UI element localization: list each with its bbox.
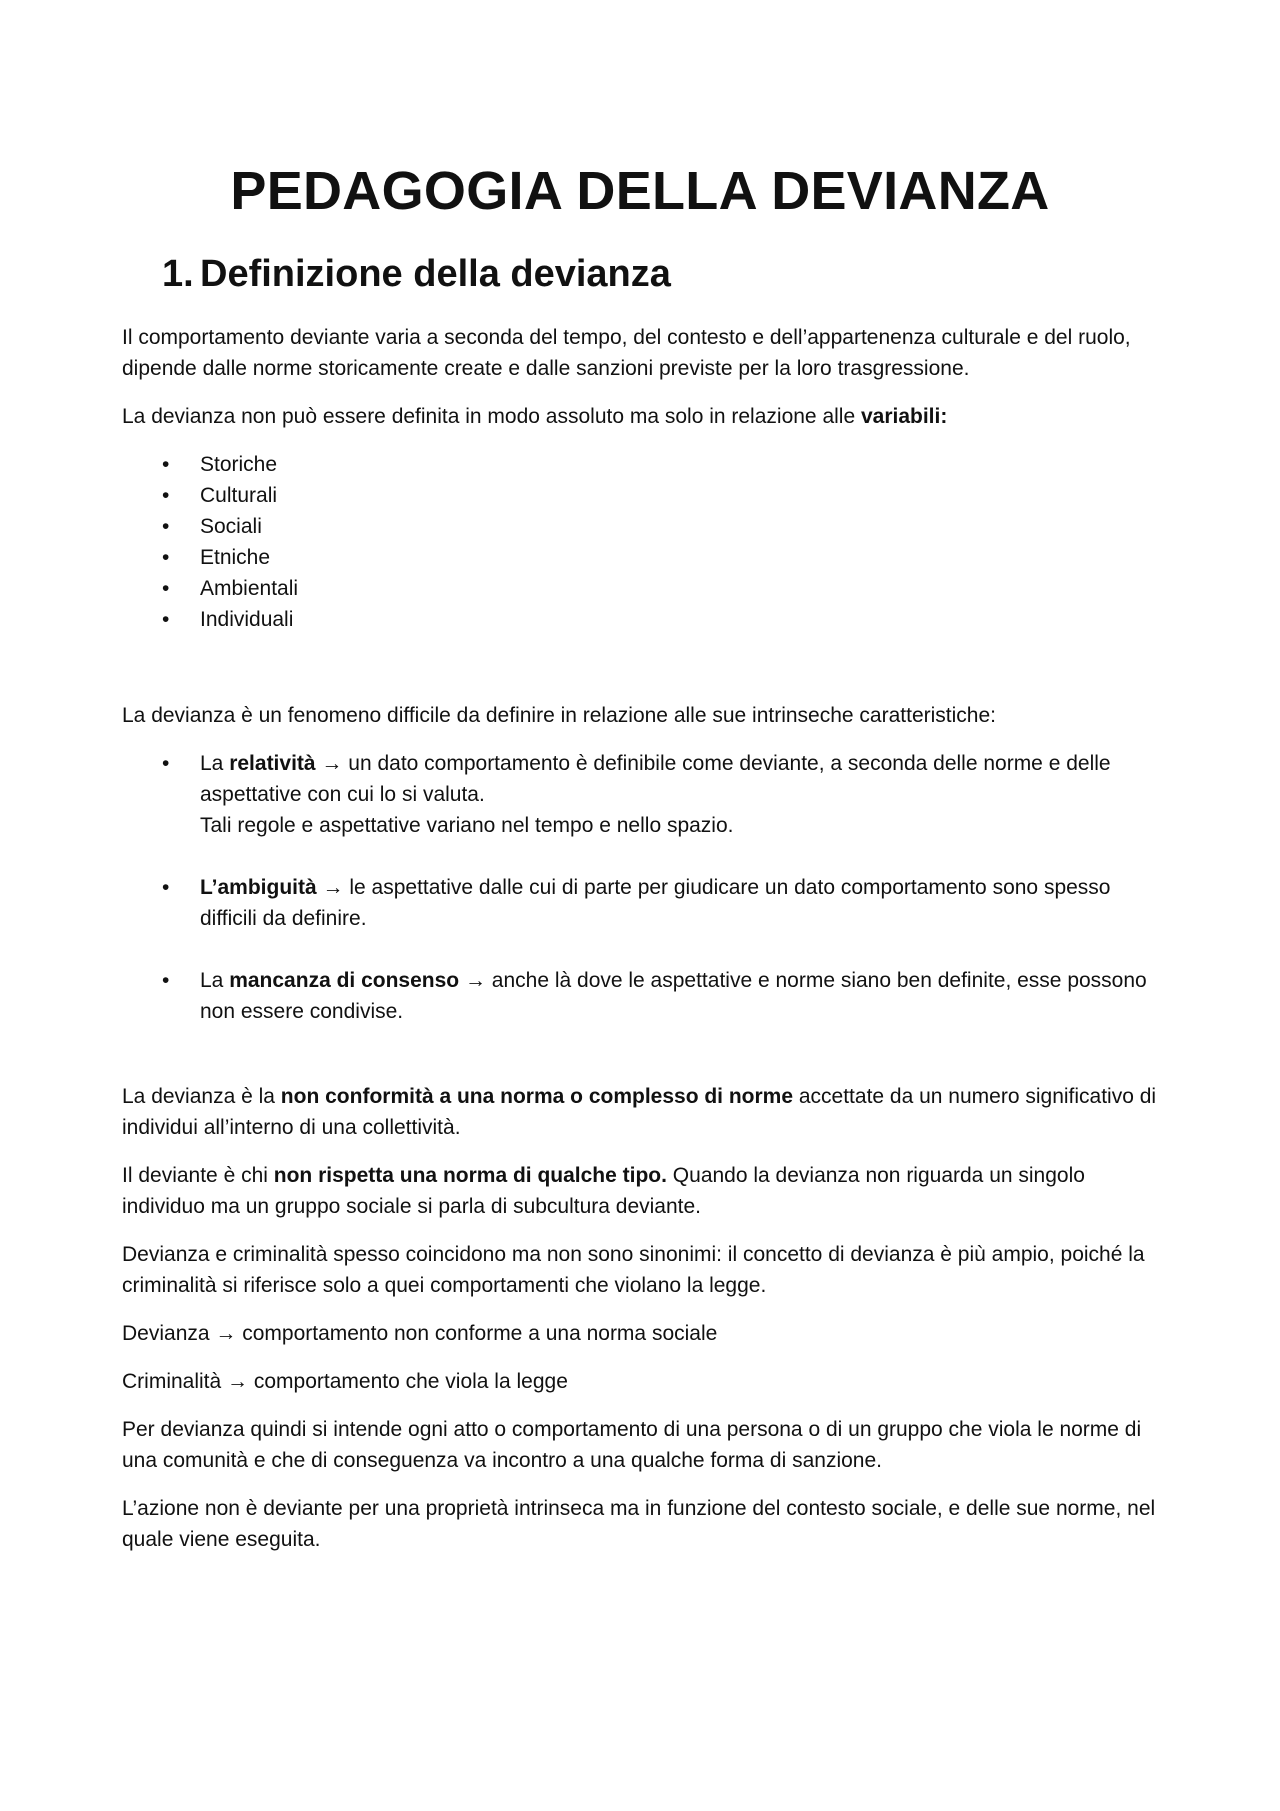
document-title: PEDAGOGIA DELLA DEVIANZA — [230, 161, 1050, 221]
paragraph: Devianza → comportamento non conforme a una norma sociale — [122, 1322, 718, 1345]
list-item: • La mancanza di consenso → anche là dove le aspettative e norme siano ben definite, esse possono non essere condivise. — [122, 965, 1172, 1027]
list-item: • La relatività → un dato comportamento è definibile come deviante, a seconda delle norme e delle aspettative con cui lo si valuta. Tali regole e aspettative variano nel tempo e nello spazio. — [122, 748, 1172, 841]
list-item: • L’ambiguità → le aspettative dalle cui di parte per giudicare un dato comportamento sono spesso difficili da definire. — [122, 872, 1172, 934]
paragraph: Criminalità → comportamento che viola la legge — [122, 1370, 568, 1393]
characteristics-list — [122, 748, 1172, 1027]
paragraph: La devianza è la non conformità a una norma o complesso di norme accettate da un numero significativo di individui all’interno di una collettività. — [122, 1085, 1157, 1139]
paragraph: Il comportamento deviante varia a seconda del tempo, del contesto e dell’appartenenza culturale e del ruolo, dipende dalle norme storicamente create e dalle sanzioni previste per la loro trasgressione. — [122, 326, 1131, 380]
paragraph: Per devianza quindi si intende ogni atto o comportamento di una persona o di un gruppo che viola le norme di una comunità e che di conseguenza va incontro a una qualche forma di sanzione. — [122, 1418, 1142, 1472]
bullet-icon: • — [162, 608, 170, 631]
list-item: • Ambientali — [122, 573, 1172, 604]
paragraph: Il deviante è chi non rispetta una norma di qualche tipo. Quando la devianza non riguarda un singolo individuo ma un gruppo sociale si parla di subcultura deviante. — [122, 1164, 1085, 1218]
bullet-icon: • — [162, 752, 170, 775]
list-item: • Storiche — [122, 449, 1172, 480]
bullet-icon: • — [162, 484, 170, 507]
list-item: • Culturali — [122, 480, 1172, 511]
list-item: • Sociali — [122, 511, 1172, 542]
paragraph: La devianza non può essere definita in modo assoluto ma solo in relazione alle variabili: — [122, 405, 948, 428]
spacer — [122, 1058, 1172, 1081]
section-heading-text: Definizione della devianza — [200, 253, 671, 295]
bullet-icon: • — [162, 515, 170, 538]
variables-list — [122, 449, 1172, 635]
list-item: • Etniche — [122, 542, 1172, 573]
section-heading — [162, 253, 671, 296]
bullet-icon: • — [162, 969, 170, 992]
paragraph: La devianza è un fenomeno difficile da definire in relazione alle sue intrinseche caratteristiche: — [122, 704, 996, 727]
paragraph: Devianza e criminalità spesso coincidono ma non sono sinonimi: il concetto di devianza è più ampio, poiché la criminalità si riferisce solo a quei comportamenti che violano la legge. — [122, 1243, 1145, 1297]
document-body — [122, 322, 1172, 1572]
spacer — [122, 635, 1172, 700]
list-item: • Individuali — [122, 604, 1172, 635]
bullet-icon: • — [162, 577, 170, 600]
bullet-icon: • — [162, 453, 170, 476]
bullet-icon: • — [162, 546, 170, 569]
bullet-icon: • — [162, 876, 170, 899]
section-number: 1. — [162, 253, 194, 295]
paragraph: L’azione non è deviante per una proprietà intrinseca ma in funzione del contesto sociale, e delle sue norme, nel quale viene eseguita. — [122, 1497, 1156, 1551]
